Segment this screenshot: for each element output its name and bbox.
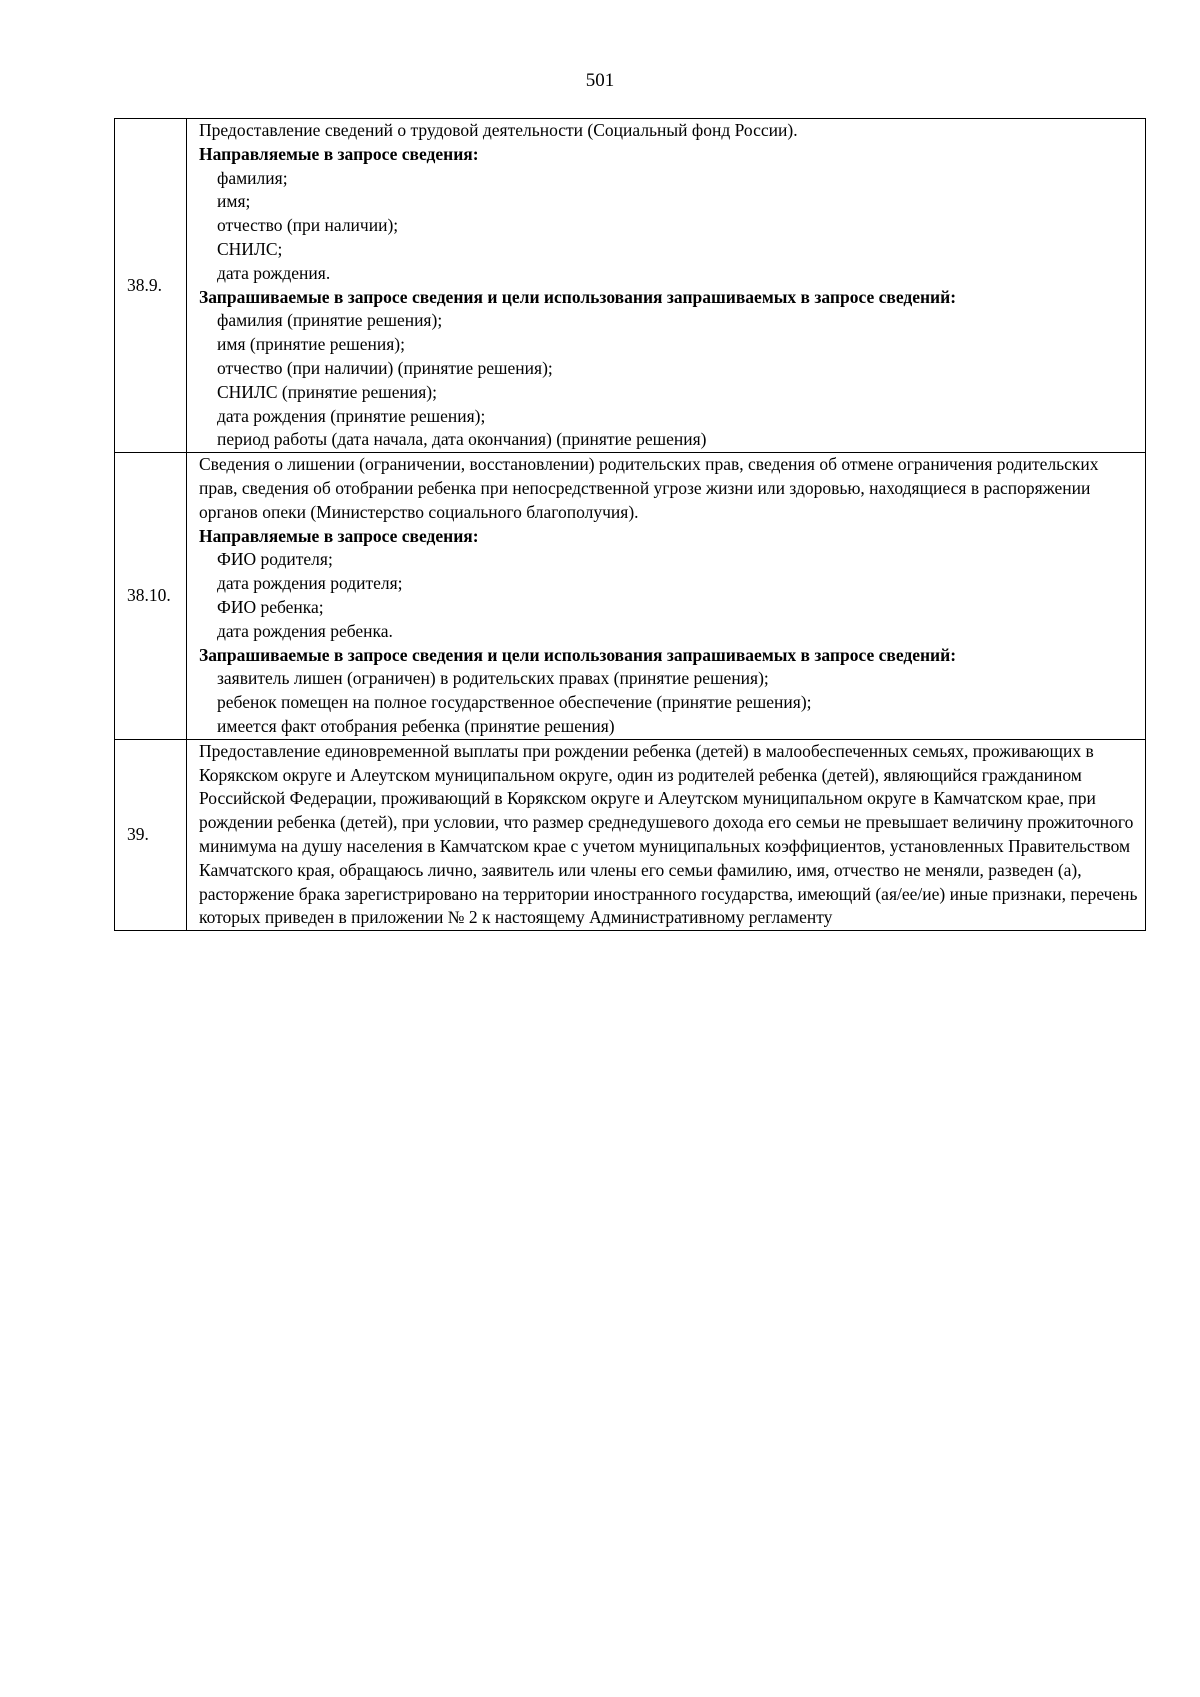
row-text: Предоставление единовременной выплаты при рождении ребенка (детей) в малообеспеченных семьях, проживающих в Корякском округе и Алеутском муниципальном округе, один из родителей ребенка (детей), являющийся гражданином Российской Федерации, проживающий в Корякском округе и Алеутском муниципальном округе в Камчатском крае, при рождении ребенка (детей), при условии, что размер среднедушевого дохода его семьи не превышает величину прожиточного минимума на душу населения в Камчатском крае с учетом муниципальных коэффициентов, установленных Правительством Камчатского края, обращаюсь лично, заявитель или члены его семьи фамилию, имя, отчество не меняли, разведен (а), расторжение брака зарегистрировано на территории иностранного государства, имеющий (ая/ее/ие) иные признаки, перечень которых приведен в приложении № 2 к настоящему Административному регламенту [199,740,1138,928]
row-content [187,739,1146,930]
row-intro: Предоставление сведений о трудовой деятельности (Социальный фонд России). [199,120,798,140]
requested-item: заявитель лишен (ограничен) в родительских правах (принятие решения); [217,668,769,689]
services-table [114,118,1146,931]
requested-item: имеется факт отобрания ребенка (принятие решения) [217,715,615,736]
requested-item: ребенок помещен на полное государственное обеспечение (принятие решения); [217,692,812,713]
table-row-39 [115,739,1146,930]
row-number: 38.10. [115,453,187,740]
sent-item: ФИО родителя; [217,549,333,570]
row-content [187,453,1146,740]
sent-item: отчество (при наличии); [217,215,399,236]
requested-heading: Запрашиваемые в запросе сведения и цели использования запрашиваемых в запросе сведений: [199,644,957,665]
page-number: 501 [585,70,615,91]
requested-item: имя (принятие решения); [217,334,405,355]
requested-item: дата рождения (принятие решения); [217,405,486,426]
sent-item: дата рождения ребенка. [217,620,393,641]
requested-heading: Запрашиваемые в запросе сведения и цели использования запрашиваемых в запросе сведений: [199,286,957,307]
requested-item: СНИЛС (принятие решения); [217,381,437,402]
requested-item: отчество (при наличии) (принятие решения); [217,357,553,378]
row-content [187,119,1146,453]
sent-heading: Направляемые в запросе сведения: [199,525,479,546]
table-row-38-10 [115,453,1146,740]
sent-item: дата рождения. [217,262,331,283]
sent-item: фамилия; [217,167,288,188]
sent-item: дата рождения родителя; [217,573,403,594]
row-number: 38.9. [115,119,187,453]
row-intro: Сведения о лишении (ограничении, восстановлении) родительских прав, сведения об отмене ограничения родительских прав, сведения об отобрании ребенка при непосредственной угрозе жизни или здоровью, находящиеся в распоряжении органов опеки (Министерство социального благополучия). [199,454,1099,522]
sent-heading: Направляемые в запросе сведения: [199,143,479,164]
sent-item: ФИО ребенка; [217,596,324,617]
requested-item: фамилия (принятие решения); [217,310,443,331]
sent-item: СНИЛС; [217,238,283,259]
table-row-38-9 [115,119,1146,453]
sent-item: имя; [217,191,251,212]
requested-item: период работы (дата начала, дата окончания) (принятие решения) [217,429,707,450]
row-number: 39. [115,739,187,930]
